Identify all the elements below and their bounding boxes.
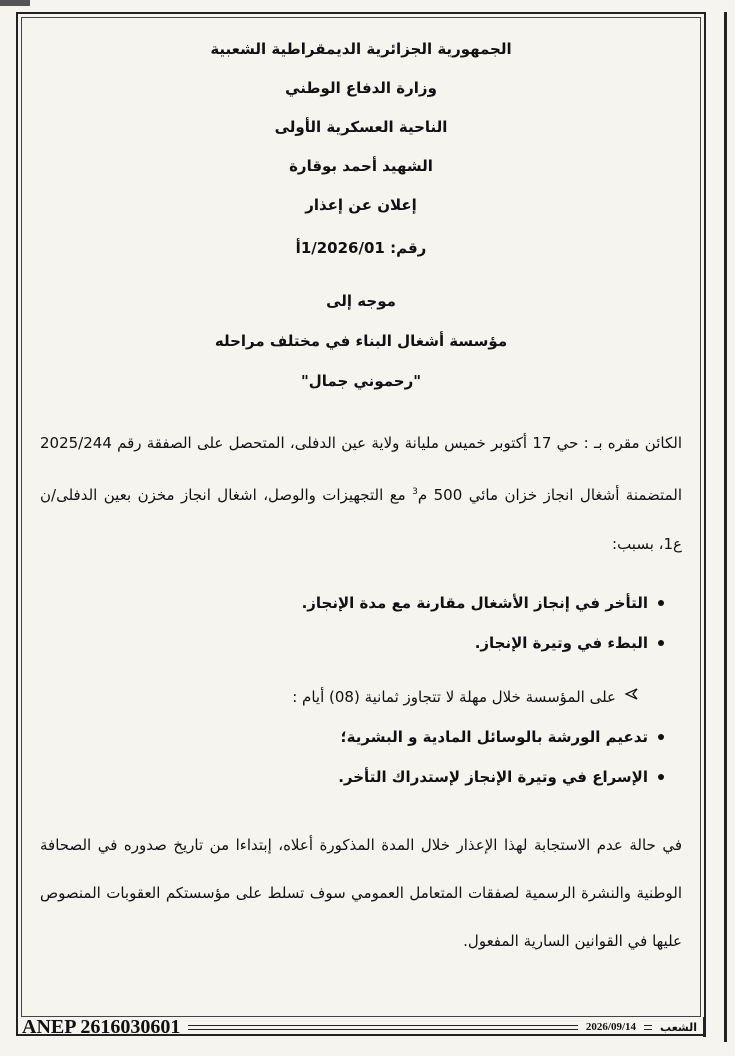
military-region: الناحية العسكرية الأولى: [274, 118, 448, 136]
notice-title: إعلان عن إعذار: [305, 196, 417, 214]
contract-text: الكائن مقره بـ : حي 17 أكتوبر خميس مليانة ولاية عين الدفلى، المتحصل على الصفقة رقم 2025/244 المتضمنة أشغال انجاز خزان مائي 500 م: [40, 434, 682, 504]
anep-reference: ANEP 2616030601: [22, 1015, 181, 1038]
reference-value: 1/2026/01أ: [295, 239, 385, 257]
actions-list: [36, 717, 686, 797]
addressed-to-label: موجه إلى: [326, 292, 396, 310]
reference-label: رقم:: [390, 239, 427, 257]
contract-text-end: مع التجهيزات والوصل، اشغال انجاز مخزن بعين الدفلى/ن ع1، بسبب:: [40, 486, 682, 553]
company-description: مؤسسة أشغال البناء في مختلف مراحله: [214, 332, 508, 350]
reason-text: التأخر في إنجاز الأشغال مقارنة مع مدة الإنجاز.: [301, 594, 648, 612]
list-item: [36, 757, 664, 797]
list-item: [36, 623, 664, 663]
reference-number: [36, 225, 686, 271]
action-text: الإسراع في وتيرة الإنجاز لإستدراك التأخر.: [338, 768, 648, 786]
footer-end-bar: [703, 1017, 706, 1037]
bullet-dot-icon: [658, 734, 664, 740]
contract-paragraph: [36, 419, 686, 569]
list-item: [36, 717, 664, 757]
bullet-dot-icon: [658, 640, 664, 646]
reason-text: البطء في وتيرة الإنجاز.: [474, 634, 648, 652]
company-name: "رحموني جمال": [300, 372, 422, 390]
obligation-line: [36, 677, 686, 717]
ministry-title: وزارة الدفاع الوطني: [285, 79, 437, 97]
footer-rule-short: [644, 1025, 652, 1030]
newspaper-name: الشعب: [660, 1020, 697, 1034]
action-text: تدعيم الورشة بالوسائل المادية و البشرية؛: [340, 728, 648, 746]
bullet-dot-icon: [658, 774, 664, 780]
cubic-superscript: 3: [412, 487, 418, 497]
publication-date: 2026/09/14: [585, 1021, 637, 1033]
obligation-text: على المؤسسة خلال مهلة لا تتجاوز ثمانية (08) أيام :: [292, 688, 616, 706]
martyr-name: الشهيد أحمد بوقارة: [289, 157, 433, 175]
arrowhead-left-icon: [624, 677, 638, 717]
page-edge-line: [724, 12, 727, 1042]
addressee-block: [36, 281, 686, 401]
footer-bar: [18, 1014, 708, 1040]
republic-title: الجمهورية الجزائرية الديمقراطية الشعبية: [210, 40, 512, 58]
closing-paragraph: في حالة عدم الاستجابة لهذا الإعذار خلال المدة المذكورة أعلاه، إبتداءا من تاريخ صدوره في الصحافة الوطنية والنشرة الرسمية لصفقات المتعامل العمومي سوف تسلط على مؤسستكم العقوبات المنصوص عليها في القوانين السارية المفعول.: [40, 836, 682, 950]
bullet-dot-icon: [658, 600, 664, 606]
announcement-content: [36, 30, 686, 965]
scan-edge-mark: [0, 0, 30, 6]
reasons-list: [36, 583, 686, 663]
footer-rule: [188, 1025, 578, 1030]
list-item: [36, 583, 664, 623]
